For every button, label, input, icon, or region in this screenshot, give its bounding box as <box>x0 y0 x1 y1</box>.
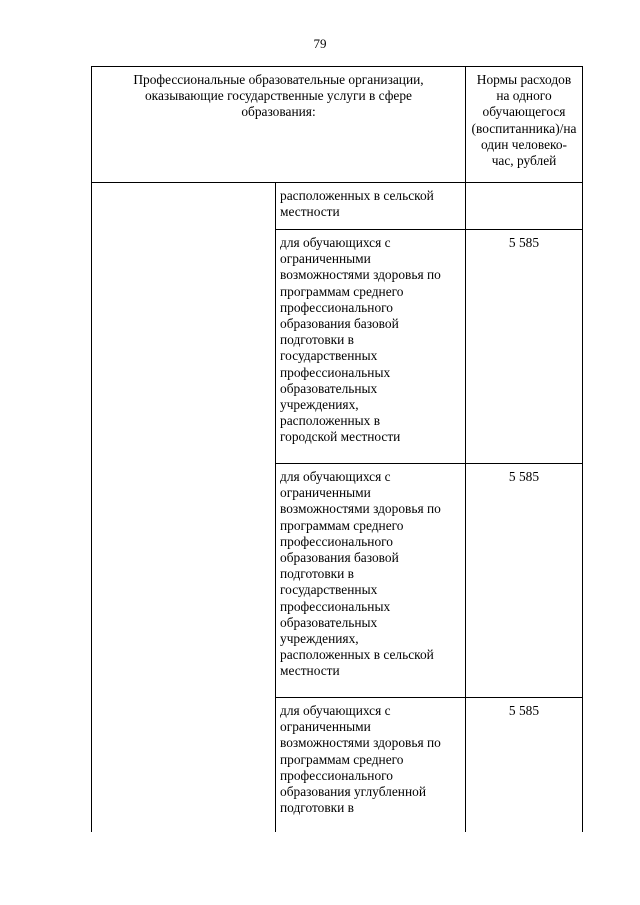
table-border-right <box>582 66 583 832</box>
header-org-column: Профессиональные образовательные организации, оказывающие государственные услуги в сфере образования: <box>133 72 424 120</box>
row-description: для обучающихся с ограниченными возможностями здоровья по программам среднего профессионального образования базовой подготовки в государственных профессиональных образовательных учреждениях, расположенных в сельской местности <box>280 469 441 679</box>
row-divider-2 <box>275 463 583 464</box>
column-divider-subrow <box>275 182 276 832</box>
table-border-top <box>91 66 583 67</box>
header-bottom-border <box>91 182 583 183</box>
row-description: для обучающихся с ограниченными возможностями здоровья по программам среднего профессионального образования углубленной подготовки в <box>280 703 441 816</box>
row-value: 5 585 <box>508 703 540 718</box>
row-description: для обучающихся с ограниченными возможностями здоровья по программам среднего профессионального образования базовой подготовки в государственных профессиональных образовательных учреждениях, расположенных в городской местности <box>280 235 441 445</box>
row-divider-1 <box>275 229 583 230</box>
row-description: расположенных в сельской местности <box>280 188 434 220</box>
table-border-left <box>91 66 92 832</box>
row-divider-3 <box>275 697 583 698</box>
row-value: 5 585 <box>508 235 540 250</box>
row-value: 5 585 <box>508 469 540 484</box>
header-norm-column: Нормы расходов на одного обучающегося (воспитанника)/на один человеко- час, рублей <box>471 72 577 169</box>
page-number: 79 <box>313 36 327 51</box>
